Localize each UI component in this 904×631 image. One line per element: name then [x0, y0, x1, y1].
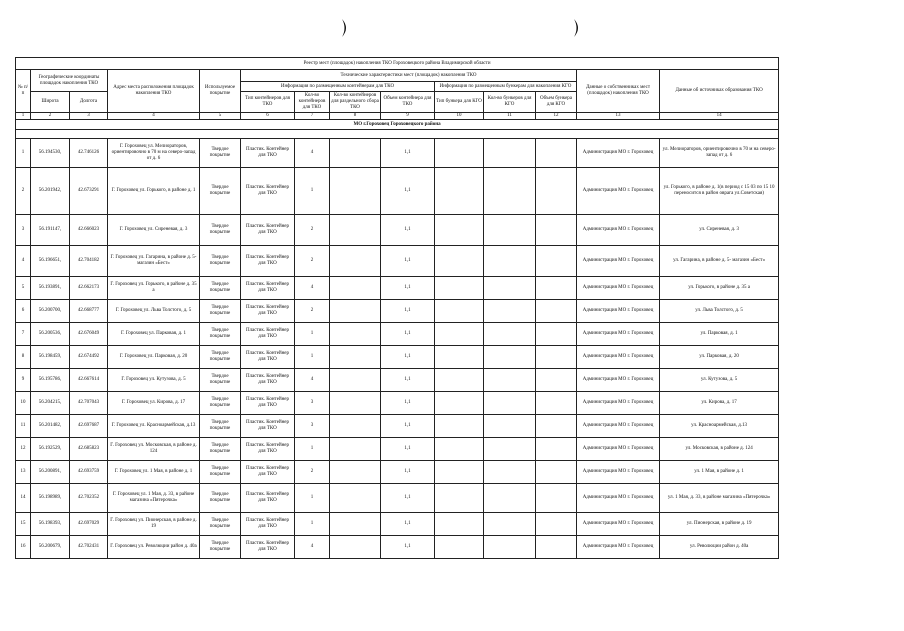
cell-container-type: Пластик. Контейнер для ТКО	[241, 346, 295, 369]
cell-bunker-count	[484, 300, 536, 323]
table-row	[16, 323, 779, 346]
header-sources: Данные об источниках образования ТКО	[660, 70, 779, 113]
cell-bunker-type	[435, 277, 484, 300]
col-number: 11	[484, 113, 536, 120]
header-num: № п/п	[16, 70, 31, 113]
cell-owner: Администрация МО г. Гороховец	[577, 513, 660, 536]
cell-lon: 42.685823	[70, 438, 108, 461]
cell-lon: 42.674492	[70, 346, 108, 369]
table-row	[16, 415, 779, 438]
cell-container-count: 1	[295, 168, 330, 215]
cell-container-volume: 1,1	[381, 139, 435, 168]
table-row	[16, 392, 779, 415]
header-containers-info: Информация по размещенным контейнерам для ТКО	[241, 82, 435, 92]
cell-bunker-volume	[536, 536, 577, 559]
cell-num: 3	[16, 215, 31, 246]
cell-num: 8	[16, 346, 31, 369]
cell-surface: Твердое покрытие	[200, 323, 241, 346]
cell-source: ул. Кирова, д. 17	[660, 392, 779, 415]
cell-lat: 56.204215,	[31, 392, 70, 415]
cell-num: 15	[16, 513, 31, 536]
cell-bunker-type	[435, 215, 484, 246]
cell-surface: Твердое покрытие	[200, 215, 241, 246]
cell-owner: Администрация МО г. Гороховец	[577, 139, 660, 168]
cell-num: 1	[16, 139, 31, 168]
cell-owner: Администрация МО г. Гороховец	[577, 323, 660, 346]
col-number: 8	[330, 113, 381, 120]
header-tech: Технические характеристики мест (площадок) накопления ТКО	[241, 70, 577, 82]
cell-source: ул. Пионерская, в районе д. 19	[660, 513, 779, 536]
cell-source: ул. Гагарина, в районе д. 5- магазин «Бест»	[660, 246, 779, 277]
table-row	[16, 139, 779, 168]
cell-lon: 42.676049	[70, 323, 108, 346]
cell-owner: Администрация МО г. Гороховец	[577, 168, 660, 215]
cell-separate-count	[330, 139, 381, 168]
cell-num: 2	[16, 168, 31, 215]
col-number: 14	[660, 113, 779, 120]
header-lat: Широта	[31, 92, 70, 113]
cell-lon: 42.702352	[70, 484, 108, 513]
cell-container-count: 4	[295, 277, 330, 300]
cell-container-count: 3	[295, 392, 330, 415]
header-bunker-type: Тип бункера для КГО	[435, 92, 484, 113]
table-row	[16, 300, 779, 323]
cell-lat: 56.192529,	[31, 438, 70, 461]
cell-container-type: Пластик. Контейнер для ТКО	[241, 461, 295, 484]
cell-address: Г. Гороховец ул. 1 Мая, в районе д. 1	[108, 461, 200, 484]
cell-bunker-type	[435, 246, 484, 277]
cell-separate-count	[330, 168, 381, 215]
cell-container-type: Пластик. Контейнер для ТКО	[241, 484, 295, 513]
cell-surface: Твердое покрытие	[200, 461, 241, 484]
table-title: Реестр мест (площадок) накопления ТКО Гороховецкого района Владимирской области	[16, 58, 779, 70]
table-row	[16, 513, 779, 536]
cell-container-type: Пластик. Контейнер для ТКО	[241, 300, 295, 323]
cell-lat: 56.193891,	[31, 277, 70, 300]
cell-source: ул. Кутузова, д. 5	[660, 369, 779, 392]
cell-bunker-type	[435, 369, 484, 392]
cell-bunker-count	[484, 323, 536, 346]
col-number: 6	[241, 113, 295, 120]
cell-bunker-count	[484, 346, 536, 369]
cell-owner: Администрация МО г. Гороховец	[577, 277, 660, 300]
cell-num: 14	[16, 484, 31, 513]
cell-owner: Администрация МО г. Гороховец	[577, 438, 660, 461]
col-number: 2	[31, 113, 70, 120]
cell-lat: 56.200891,	[31, 461, 70, 484]
cell-lon: 42.693759	[70, 461, 108, 484]
cell-separate-count	[330, 415, 381, 438]
punch-hole-mark-right	[571, 18, 583, 38]
table-row	[16, 346, 779, 369]
cell-bunker-type	[435, 438, 484, 461]
cell-container-volume: 1,1	[381, 392, 435, 415]
cell-owner: Администрация МО г. Гороховец	[577, 392, 660, 415]
cell-container-count: 2	[295, 461, 330, 484]
cell-separate-count	[330, 300, 381, 323]
cell-owner: Администрация МО г. Гороховец	[577, 415, 660, 438]
cell-address: Г. Гороховец ул. Кирова, д. 17	[108, 392, 200, 415]
cell-bunker-volume	[536, 438, 577, 461]
cell-bunker-count	[484, 536, 536, 559]
cell-source: ул. Парковая, д. 1	[660, 323, 779, 346]
cell-num: 12	[16, 438, 31, 461]
cell-surface: Твердое покрытие	[200, 536, 241, 559]
cell-container-type: Пластик. Контейнер для ТКО	[241, 168, 295, 215]
col-number: 12	[536, 113, 577, 120]
cell-num: 4	[16, 246, 31, 277]
registry-table	[15, 57, 779, 559]
cell-surface: Твердое покрытие	[200, 415, 241, 438]
cell-bunker-volume	[536, 277, 577, 300]
cell-owner: Администрация МО г. Гороховец	[577, 369, 660, 392]
cell-surface: Твердое покрытие	[200, 438, 241, 461]
cell-bunker-volume	[536, 346, 577, 369]
cell-num: 9	[16, 369, 31, 392]
cell-address: Г. Гороховец ул. Парковая, д. 20	[108, 346, 200, 369]
cell-bunker-count	[484, 277, 536, 300]
cell-container-count: 1	[295, 513, 330, 536]
cell-surface: Твердое покрытие	[200, 139, 241, 168]
cell-address: Г. Гороховец ул. Горького, в районе д. 1	[108, 168, 200, 215]
cell-container-count: 2	[295, 215, 330, 246]
cell-container-type: Пластик. Контейнер для ТКО	[241, 139, 295, 168]
col-number: 9	[381, 113, 435, 120]
cell-address: Г. Гороховец ул. Мелиораторов, ориентировочно в 70 м на северо-запад от д. 6	[108, 139, 200, 168]
table-row	[16, 438, 779, 461]
col-number: 10	[435, 113, 484, 120]
cell-separate-count	[330, 513, 381, 536]
cell-owner: Администрация МО г. Гороховец	[577, 484, 660, 513]
cell-bunker-count	[484, 139, 536, 168]
col-number: 4	[108, 113, 200, 120]
cell-bunker-type	[435, 392, 484, 415]
cell-lat: 56.200700,	[31, 300, 70, 323]
cell-container-type: Пластик. Контейнер для ТКО	[241, 323, 295, 346]
cell-bunker-volume	[536, 139, 577, 168]
cell-lat: 56.195786,	[31, 369, 70, 392]
cell-container-count: 2	[295, 300, 330, 323]
header-bunker-count: Кол-во бункеров для КГО	[484, 92, 536, 113]
cell-owner: Администрация МО г. Гороховец	[577, 300, 660, 323]
cell-source: ул. Льва Толстого, д. 5	[660, 300, 779, 323]
table-row	[16, 246, 779, 277]
header-geo: Географические координаты площадок накопления ТКО	[31, 70, 108, 92]
cell-container-volume: 1,1	[381, 300, 435, 323]
cell-source: ул. Горького, в районе д. 1(в период с 15 03 по 15 10 переносится в район оврага ул.Советская)	[660, 168, 779, 215]
cell-container-volume: 1,1	[381, 513, 435, 536]
cell-surface: Твердое покрытие	[200, 513, 241, 536]
cell-container-volume: 1,1	[381, 415, 435, 438]
cell-lat: 56.198989,	[31, 484, 70, 513]
cell-bunker-type	[435, 536, 484, 559]
table-row	[16, 168, 779, 215]
cell-bunker-type	[435, 346, 484, 369]
cell-bunker-volume	[536, 168, 577, 215]
punch-hole-mark-left	[339, 18, 351, 38]
cell-container-count: 2	[295, 246, 330, 277]
cell-lat: 56.201942,	[31, 168, 70, 215]
cell-lon: 42.697687	[70, 415, 108, 438]
cell-owner: Администрация МО г. Гороховец	[577, 536, 660, 559]
cell-bunker-type	[435, 513, 484, 536]
cell-bunker-count	[484, 438, 536, 461]
cell-address: Г. Гороховец ул. Революции район д. 40а	[108, 536, 200, 559]
cell-num: 5	[16, 277, 31, 300]
cell-container-count: 1	[295, 438, 330, 461]
cell-separate-count	[330, 392, 381, 415]
cell-bunker-volume	[536, 461, 577, 484]
cell-lat: 56.198459,	[31, 346, 70, 369]
cell-address: Г. Гороховец ул. Красноармейская, д.13	[108, 415, 200, 438]
cell-separate-count	[330, 461, 381, 484]
cell-owner: Администрация МО г. Гороховец	[577, 246, 660, 277]
header-bunker-volume: Объем бункера для КГО	[536, 92, 577, 113]
cell-surface: Твердое покрытие	[200, 484, 241, 513]
cell-lon: 42.662173	[70, 277, 108, 300]
header-owner: Данные о собственниках мест (площадок) накопления ТКО	[577, 70, 660, 113]
cell-bunker-volume	[536, 300, 577, 323]
cell-bunker-count	[484, 415, 536, 438]
cell-separate-count	[330, 369, 381, 392]
cell-address: Г. Гороховец ул. 1 Мая, д. 33, в районе магазина «Пятерочка»	[108, 484, 200, 513]
cell-source: ул. Сиреневая, д. 3	[660, 215, 779, 246]
cell-bunker-count	[484, 246, 536, 277]
cell-source: ул. Красноармейская, д.13	[660, 415, 779, 438]
cell-address: Г. Гороховец ул. Гагарина, в районе д. 5- магазин «Бест»	[108, 246, 200, 277]
cell-owner: Администрация МО г. Гороховец	[577, 461, 660, 484]
cell-surface: Твердое покрытие	[200, 246, 241, 277]
cell-bunker-type	[435, 323, 484, 346]
cell-source: ул. Мелиораторов, ориентировочно в 70 м на северо-запад от д. 6	[660, 139, 779, 168]
cell-bunker-type	[435, 415, 484, 438]
cell-lon: 42.666023	[70, 215, 108, 246]
cell-lat: 56.194530,	[31, 139, 70, 168]
cell-lat: 56.191147,	[31, 215, 70, 246]
cell-num: 10	[16, 392, 31, 415]
cell-container-type: Пластик. Контейнер для ТКО	[241, 215, 295, 246]
cell-container-volume: 1,1	[381, 277, 435, 300]
cell-bunker-count	[484, 461, 536, 484]
cell-source: ул. Парковая, д. 20	[660, 346, 779, 369]
cell-lon: 42.697029	[70, 513, 108, 536]
cell-container-volume: 1,1	[381, 461, 435, 484]
cell-container-type: Пластик. Контейнер для ТКО	[241, 369, 295, 392]
cell-container-volume: 1,1	[381, 438, 435, 461]
col-number: 1	[16, 113, 31, 120]
cell-container-type: Пластик. Контейнер для ТКО	[241, 246, 295, 277]
cell-container-count: 1	[295, 323, 330, 346]
cell-lon: 42.667614	[70, 369, 108, 392]
cell-lat: 56.200679,	[31, 536, 70, 559]
cell-container-count: 1	[295, 484, 330, 513]
cell-source: ул. 1 Мая, д. 33, в районе магазина «Пятерочка»	[660, 484, 779, 513]
cell-surface: Твердое покрытие	[200, 346, 241, 369]
cell-container-volume: 1,1	[381, 323, 435, 346]
cell-container-volume: 1,1	[381, 346, 435, 369]
cell-owner: Администрация МО г. Гороховец	[577, 215, 660, 246]
cell-lon: 42.746126	[70, 139, 108, 168]
table-row	[16, 369, 779, 392]
cell-container-volume: 1,1	[381, 215, 435, 246]
section-spacer	[16, 130, 779, 139]
cell-bunker-count	[484, 168, 536, 215]
cell-separate-count	[330, 484, 381, 513]
cell-bunker-count	[484, 369, 536, 392]
cell-surface: Твердое покрытие	[200, 277, 241, 300]
cell-num: 13	[16, 461, 31, 484]
cell-lon: 42.702431	[70, 536, 108, 559]
cell-container-type: Пластик. Контейнер для ТКО	[241, 438, 295, 461]
cell-address: Г. Гороховец ул. Пионерская, в районе д. 19	[108, 513, 200, 536]
cell-source: ул. Московская, в районе д. 124	[660, 438, 779, 461]
header-bunkers-info: Информация по размещенным бункерам для накопления КГО	[435, 82, 577, 92]
cell-bunker-count	[484, 392, 536, 415]
cell-bunker-volume	[536, 415, 577, 438]
cell-container-type: Пластик. Контейнер для ТКО	[241, 513, 295, 536]
col-number: 13	[577, 113, 660, 120]
cell-lat: 56.200536,	[31, 323, 70, 346]
cell-bunker-count	[484, 215, 536, 246]
cell-address: Г. Гороховец ул. Кутузова, д. 5	[108, 369, 200, 392]
cell-surface: Твердое покрытие	[200, 168, 241, 215]
cell-surface: Твердое покрытие	[200, 300, 241, 323]
table-row	[16, 484, 779, 513]
cell-separate-count	[330, 277, 381, 300]
cell-bunker-volume	[536, 392, 577, 415]
cell-separate-count	[330, 215, 381, 246]
cell-num: 7	[16, 323, 31, 346]
cell-bunker-count	[484, 513, 536, 536]
cell-container-count: 3	[295, 415, 330, 438]
table-row	[16, 536, 779, 559]
cell-bunker-count	[484, 484, 536, 513]
cell-lon: 42.673291	[70, 168, 108, 215]
cell-address: Г. Гороховец ул. Льва Толстого, д. 5	[108, 300, 200, 323]
cell-source: ул. Революции район д. 40а	[660, 536, 779, 559]
cell-lat: 56.196651,	[31, 246, 70, 277]
table-row	[16, 277, 779, 300]
header-separate-count: Кол-во контейнеров для раздельного сбора ТКО	[330, 92, 381, 113]
cell-container-count: 4	[295, 139, 330, 168]
cell-container-count: 4	[295, 369, 330, 392]
cell-container-count: 4	[295, 536, 330, 559]
cell-separate-count	[330, 246, 381, 277]
cell-container-count: 1	[295, 346, 330, 369]
cell-address: Г. Гороховец ул. Парковая, д. 1	[108, 323, 200, 346]
cell-container-volume: 1,1	[381, 484, 435, 513]
cell-container-type: Пластик. Контейнер для ТКО	[241, 277, 295, 300]
cell-address: Г. Гороховец ул. Сиреневая, д. 3	[108, 215, 200, 246]
cell-address: Г. Гороховец ул. Горького, в районе д. 35 а	[108, 277, 200, 300]
cell-container-type: Пластик. Контейнер для ТКО	[241, 536, 295, 559]
cell-bunker-type	[435, 484, 484, 513]
header-container-volume: Объем контейнера для ТКО	[381, 92, 435, 113]
cell-container-type: Пластик. Контейнер для ТКО	[241, 392, 295, 415]
cell-separate-count	[330, 536, 381, 559]
header-lon: Долгота	[70, 92, 108, 113]
cell-container-volume: 1,1	[381, 536, 435, 559]
cell-num: 6	[16, 300, 31, 323]
cell-bunker-type	[435, 461, 484, 484]
cell-bunker-volume	[536, 513, 577, 536]
cell-lat: 56.201482,	[31, 415, 70, 438]
cell-container-volume: 1,1	[381, 168, 435, 215]
cell-bunker-volume	[536, 246, 577, 277]
cell-container-type: Пластик. Контейнер для ТКО	[241, 415, 295, 438]
col-number: 5	[200, 113, 241, 120]
cell-separate-count	[330, 346, 381, 369]
cell-container-volume: 1,1	[381, 246, 435, 277]
cell-bunker-volume	[536, 323, 577, 346]
cell-num: 16	[16, 536, 31, 559]
cell-source: ул. 1 Мая, в районе д. 1	[660, 461, 779, 484]
cell-owner: Администрация МО г. Гороховец	[577, 346, 660, 369]
cell-bunker-type	[435, 139, 484, 168]
cell-bunker-type	[435, 300, 484, 323]
header-container-type: Тип контейнеров для ТКО	[241, 92, 295, 113]
cell-bunker-volume	[536, 484, 577, 513]
cell-container-volume: 1,1	[381, 369, 435, 392]
col-number: 7	[295, 113, 330, 120]
cell-lon: 42.668777	[70, 300, 108, 323]
cell-separate-count	[330, 323, 381, 346]
header-surface: Используемое покрытие	[200, 70, 241, 113]
table-row	[16, 215, 779, 246]
section-title: МО г.Гороховец Гороховецкого района	[16, 120, 779, 130]
cell-bunker-volume	[536, 369, 577, 392]
header-address: Адрес места расположения площадок накопления ТКО	[108, 70, 200, 113]
table-row	[16, 461, 779, 484]
cell-source: ул. Горького, в районе д. 35 а	[660, 277, 779, 300]
cell-lon: 42.707043	[70, 392, 108, 415]
cell-address: Г. Гороховец ул. Московская, в районе д. 124	[108, 438, 200, 461]
cell-separate-count	[330, 438, 381, 461]
cell-lat: 56.198393,	[31, 513, 70, 536]
cell-lon: 42.704182	[70, 246, 108, 277]
cell-bunker-volume	[536, 215, 577, 246]
header-container-count: Кол-во контейнеров для ТКО	[295, 92, 330, 113]
col-number: 3	[70, 113, 108, 120]
cell-surface: Твердое покрытие	[200, 392, 241, 415]
cell-bunker-type	[435, 168, 484, 215]
cell-surface: Твердое покрытие	[200, 369, 241, 392]
cell-num: 11	[16, 415, 31, 438]
